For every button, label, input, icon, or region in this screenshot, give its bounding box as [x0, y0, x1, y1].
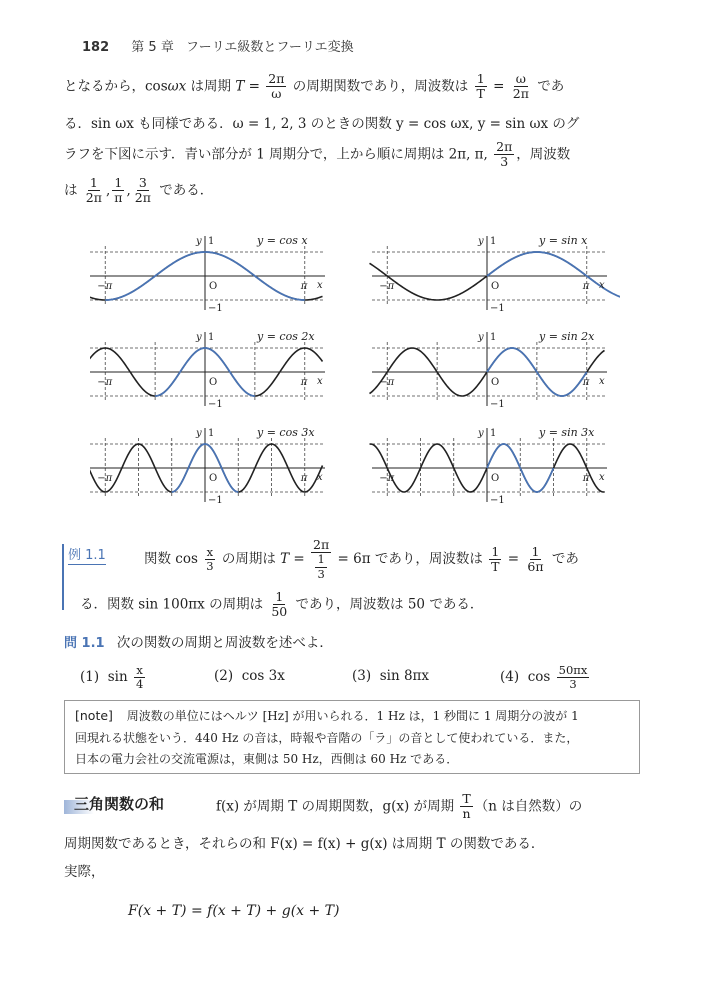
note-label: [note]: [75, 708, 113, 723]
example-text: の周期は: [217, 550, 281, 567]
example-accent-bar: [62, 544, 64, 610]
tick-label-pi: π: [300, 377, 308, 388]
tick-label-1: 1: [208, 428, 215, 439]
origin-label: O: [491, 377, 500, 388]
frac-num: 3: [138, 175, 147, 190]
frac-num: x: [206, 544, 214, 559]
item-fn: sin 8πx: [379, 668, 430, 684]
tick-label-neg-pi: −π: [97, 281, 113, 292]
frac-num: T: [462, 791, 471, 806]
frac-num: 1: [275, 589, 284, 604]
frac-num: 50πx: [558, 663, 588, 677]
note-line-2: 回現れる状態をいう．440 Hz の音は，時報や音階の「ラ」の音として使われている．また，: [75, 731, 579, 745]
note-text: 周波数の単位にはヘルツ [Hz] が用いられる．1 Hz は，1 秒間に 1 周期分の波が 1: [126, 709, 579, 723]
intro-text: ,: [126, 182, 131, 199]
chapter-title: フーリエ級数とフーリエ変換: [185, 40, 354, 55]
intro-text: cos: [145, 78, 168, 95]
tick-label-pi: π: [300, 473, 308, 484]
fraction: [112, 176, 124, 206]
section-text: f(x) が周期 T の周期関数，g(x) が周期: [216, 798, 459, 815]
frac-den: 4: [135, 677, 144, 692]
y-label: y: [478, 236, 484, 247]
fraction: [269, 590, 289, 620]
fraction: [489, 545, 501, 575]
example-line-1: [144, 538, 579, 581]
question-text: 次の関数の周期と周波数を述べよ．: [116, 635, 333, 651]
example-text: 関数 cos: [144, 550, 203, 567]
frac-num: 2π: [268, 71, 285, 86]
tick-label-1: 1: [490, 428, 497, 439]
intro-text: であ: [532, 78, 565, 95]
tick-label-neg-pi: −π: [379, 377, 395, 388]
running-header: [82, 36, 354, 55]
frac-den: T: [476, 86, 485, 102]
frac-num: 2π: [496, 139, 513, 154]
origin-label: O: [209, 377, 218, 388]
question-label: 問 1.1: [64, 636, 105, 651]
graph-4: [370, 330, 608, 410]
frac-den: 3: [206, 558, 214, 573]
item-number: (4): [500, 669, 520, 686]
section-line-3: 実際，: [64, 864, 105, 880]
page-number: 182: [82, 40, 110, 55]
note-line-3: 日本の電力会社の交流電源は，東側は 50 Hz，西側は 60 Hz である．: [75, 752, 459, 766]
fraction: [525, 545, 545, 575]
fraction: [134, 664, 145, 691]
tick-label-1: 1: [208, 236, 215, 247]
x-label: x: [317, 376, 323, 387]
question-items: [80, 658, 640, 692]
intro-text: となるから，: [64, 78, 145, 95]
y-label: y: [478, 428, 484, 439]
section-line-1: [216, 792, 582, 822]
tick-label-pi: π: [582, 377, 590, 388]
question-heading: [64, 637, 333, 651]
frac-den: 50: [271, 604, 288, 620]
intro-line-3: [64, 140, 570, 170]
fraction: [475, 72, 487, 102]
example-text: であり，周波数は 50 である．: [291, 596, 484, 613]
item-fn: cos: [527, 669, 551, 686]
note-line-1: [75, 707, 579, 724]
fraction: [133, 176, 153, 206]
graph-1: [90, 234, 325, 314]
tick-label-pi: π: [582, 281, 590, 292]
frac-den: 2π: [134, 190, 151, 206]
fraction: [84, 176, 104, 206]
origin-label: O: [491, 473, 500, 484]
graph-title: y = cos 2x: [257, 330, 315, 343]
y-label: y: [196, 236, 202, 247]
frac-num: 1: [114, 175, 123, 190]
note-box: [64, 700, 640, 774]
example-label: 例 1.1: [68, 544, 106, 565]
frac-den: [311, 553, 330, 580]
question-item: [352, 670, 429, 684]
example-text: =: [289, 550, 310, 567]
frac-den: n: [462, 806, 471, 822]
frac-den: 3: [500, 154, 509, 170]
y-label: y: [196, 428, 202, 439]
fraction: [204, 546, 215, 573]
x-label: x: [317, 472, 323, 483]
frac-den: ω: [271, 86, 282, 102]
section-formula: F(x + T) = f(x + T) + g(x + T): [128, 903, 340, 919]
intro-text: ラフを下図に示す．青い部分が 1 周期分で，上から順に周期は 2π, π,: [64, 146, 493, 163]
chapter-number: 第 5 章: [131, 40, 174, 55]
example-text: る．関数 sin 100πx の周期は: [80, 596, 268, 613]
origin-label: O: [209, 281, 218, 292]
tick-label-minus-1: −1: [208, 495, 223, 506]
tick-label-minus-1: −1: [208, 303, 223, 314]
tick-label-1: 1: [490, 332, 497, 343]
example-text: =: [503, 550, 524, 567]
example-line-2: [80, 590, 483, 620]
section-text: （n は自然数）の: [474, 798, 583, 815]
x-label: x: [599, 472, 605, 483]
example-text: であ: [547, 550, 579, 567]
graph-3: [90, 330, 325, 410]
intro-text: は周期: [186, 78, 236, 95]
tick-label-pi: π: [300, 281, 308, 292]
question-item: [80, 664, 147, 691]
tick-label-minus-1: −1: [490, 495, 505, 506]
graph-title: y = sin x: [539, 234, 588, 247]
tick-label-minus-1: −1: [208, 399, 223, 410]
frac-den: 6π: [527, 558, 544, 574]
item-number: (1): [80, 669, 100, 686]
fraction: [460, 792, 472, 822]
frac-den: π: [114, 190, 123, 206]
graph-title: y = sin 3x: [539, 426, 595, 439]
frac-den: 2π: [85, 190, 102, 206]
intro-text: ，周波数: [516, 146, 571, 163]
graph-5: [90, 426, 325, 506]
intro-text: =: [244, 78, 265, 95]
frac-num: 1: [491, 543, 500, 559]
tick-label-minus-1: −1: [490, 399, 505, 410]
fraction: [511, 72, 531, 102]
section-title: 三角関数の和: [74, 795, 165, 813]
tick-label-minus-1: −1: [490, 303, 505, 314]
intro-line-4: [64, 176, 213, 206]
tick-label-neg-pi: −π: [97, 473, 113, 484]
graph-title: y = sin 2x: [539, 330, 595, 343]
fraction: [311, 538, 331, 581]
origin-label: O: [209, 473, 218, 484]
intro-line-2: る．sin ωx も同様である．ω = 1, 2, 3 のときの関数 y = cos ωx, y = sin ωx のグ: [64, 116, 580, 132]
tick-label-pi: π: [582, 473, 590, 484]
x-label: x: [317, 280, 323, 291]
intro-text: の周期関数であり，周波数は: [288, 78, 473, 95]
frac-num: ω: [515, 71, 526, 86]
fraction: [557, 664, 590, 691]
frac-num: 2π: [313, 537, 330, 552]
tick-label-1: 1: [490, 236, 497, 247]
item-number: (2): [214, 668, 234, 684]
frac-num: 1: [531, 543, 540, 559]
graph-title: y = cos 3x: [257, 426, 315, 439]
graph-title: y = cos x: [257, 234, 308, 247]
graph-2: [370, 234, 621, 314]
x-label: x: [599, 376, 605, 387]
example-text: = 6π であり，周波数は: [333, 550, 488, 567]
intro-line-1: [64, 72, 564, 102]
example-math: T: [280, 550, 290, 567]
intro-text: =: [488, 78, 509, 95]
question-item: [500, 664, 591, 691]
x-label: x: [599, 280, 605, 291]
graphs-svg: [90, 232, 620, 512]
tick-label-neg-pi: −π: [379, 473, 395, 484]
intro-math: ωx: [167, 78, 187, 95]
y-label: y: [478, 332, 484, 343]
item-number: (3): [352, 668, 372, 684]
fraction: [266, 72, 286, 102]
graph-6: [370, 426, 608, 506]
tick-label-neg-pi: −π: [379, 281, 395, 292]
intro-math: T: [235, 78, 245, 95]
frac-num: 1: [89, 175, 98, 190]
frac-den: 3: [317, 566, 325, 581]
frac-num: 1: [317, 552, 325, 567]
frac-den: 3: [569, 677, 577, 692]
trig-graphs-figure: [90, 232, 620, 512]
frac-den: T: [491, 558, 500, 574]
section-line-2: 周期関数であるとき，それらの和 F(x) = f(x) + g(x) は周期 T の関数である．: [64, 836, 545, 852]
question-item: [214, 670, 285, 684]
y-label: y: [196, 332, 202, 343]
item-fn: sin: [107, 669, 128, 686]
tick-label-1: 1: [208, 332, 215, 343]
tick-label-neg-pi: −π: [97, 377, 113, 388]
intro-text: は: [64, 182, 82, 199]
intro-text: ,: [105, 182, 111, 199]
frac-den: 2π: [512, 86, 529, 102]
fraction: [494, 140, 514, 170]
intro-text: である．: [154, 182, 214, 199]
origin-label: O: [491, 281, 500, 292]
item-fn: cos 3x: [241, 668, 285, 684]
inner-fraction: [315, 553, 326, 580]
frac-num: 1: [476, 71, 485, 86]
frac-num: x: [136, 663, 143, 677]
